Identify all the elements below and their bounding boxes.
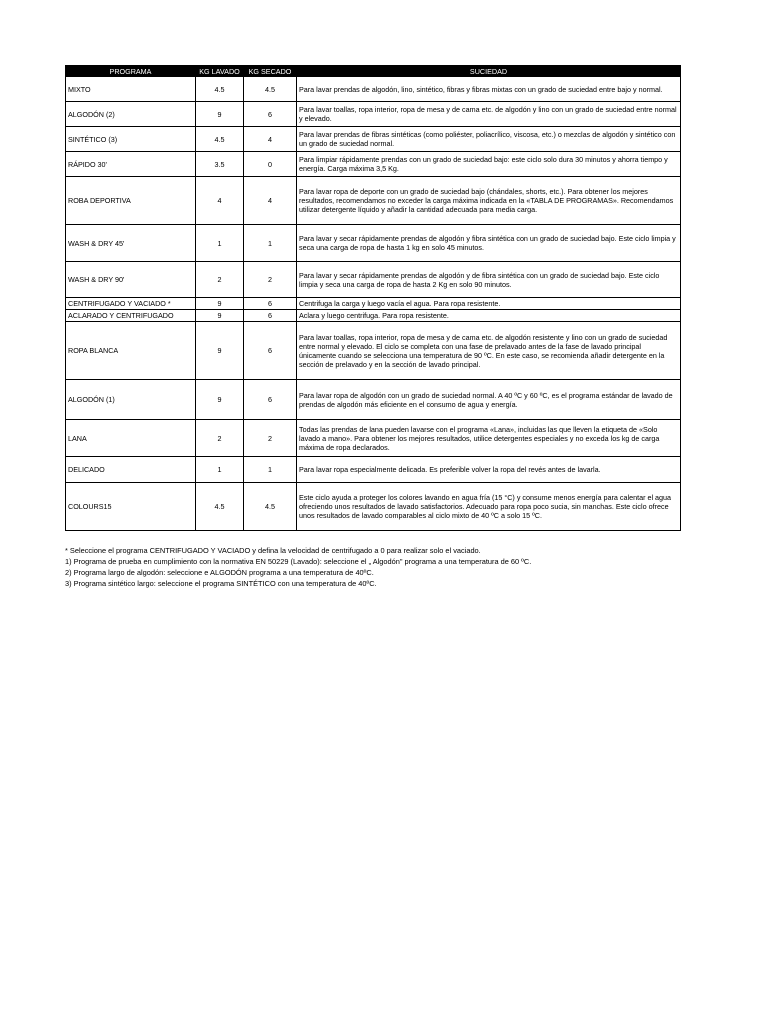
cell-kg-lavado: 9 [196, 310, 244, 322]
cell-kg-lavado: 4.5 [196, 483, 244, 531]
table-row [66, 483, 681, 531]
footnote-asterisk: * Seleccione el programa CENTRIFUGADO Y VACIADO y defina la velocidad de centrifugado a 0 para realizar solo el vaciado. [65, 546, 481, 555]
cell-suciedad: Para lavar ropa de deporte con un grado de suciedad bajo (chándales, shorts, etc.). Para obtener los mejores resultados, recomendamos no exceder la carga máxima indicada en la «TABLA DE PROGRAMAS». Recomendamos utilizar detergente líquido y añadir la cantidad adecuada para media carga. [297, 177, 681, 225]
cell-kg-lavado: 9 [196, 322, 244, 380]
header-kg-secado: KG SECADO [244, 66, 297, 77]
cell-kg-secado: 4.5 [244, 77, 297, 102]
footnotes [65, 545, 680, 589]
cell-suciedad: Aclara y luego centrifuga. Para ropa resistente. [297, 310, 681, 322]
cell-kg-secado: 4 [244, 127, 297, 152]
cell-kg-lavado: 1 [196, 225, 244, 262]
cell-programa: WASH & DRY 45' [66, 225, 196, 262]
header-programa: PROGRAMA [66, 66, 196, 77]
table-row [66, 152, 681, 177]
table-row [66, 77, 681, 102]
table-header-row [66, 66, 681, 77]
table-row [66, 420, 681, 457]
footnote-2: 2) Programa largo de algodón: seleccione e ALGODÓN programa a una temperatura de 40ºC. [65, 568, 374, 577]
table-row [66, 225, 681, 262]
cell-kg-secado: 1 [244, 457, 297, 483]
cell-kg-lavado: 3.5 [196, 152, 244, 177]
footnote-1: 1) Programa de prueba en cumplimiento con la normativa EN 50229 (Lavado): seleccione el „ Algodón" programa a una temperatura de 60 ºC. [65, 557, 532, 566]
cell-suciedad: Para lavar prendas de fibras sintéticas (como poliéster, poliacrílico, viscosa, etc.) o mezclas de algodón y sintético con un grado de suciedad normal. [297, 127, 681, 152]
cell-programa: MIXTO [66, 77, 196, 102]
programs-table [65, 65, 681, 531]
cell-suciedad: Para lavar y secar rápidamente prendas de algodón y de fibra sintética con un grado de suciedad bajo. Este ciclo limpia y seca una carga de ropa de hasta 2 Kg en solo 90 minutos. [297, 262, 681, 298]
table-row [66, 127, 681, 152]
table-row [66, 102, 681, 127]
cell-kg-secado: 6 [244, 298, 297, 310]
cell-kg-secado: 6 [244, 322, 297, 380]
document-sheet [65, 65, 680, 589]
header-kg-lavado: KG LAVADO [196, 66, 244, 77]
cell-kg-secado: 6 [244, 102, 297, 127]
cell-kg-secado: 6 [244, 310, 297, 322]
cell-kg-secado: 4.5 [244, 483, 297, 531]
cell-suciedad: Centrifuga la carga y luego vacía el agua. Para ropa resistente. [297, 298, 681, 310]
cell-suciedad: Para lavar ropa de algodón con un grado de suciedad normal. A 40 ºC y 60 ºC, es el programa estándar de lavado de prendas de algodón más eficiente en el consumo de agua y energía. [297, 380, 681, 420]
cell-kg-secado: 1 [244, 225, 297, 262]
cell-kg-secado: 4 [244, 177, 297, 225]
table-row [66, 380, 681, 420]
cell-programa: RÁPIDO 30' [66, 152, 196, 177]
cell-programa: LANA [66, 420, 196, 457]
cell-suciedad: Para lavar prendas de algodón, lino, sintético, fibras y fibras mixtas con un grado de suciedad entre bajo y normal. [297, 77, 681, 102]
cell-suciedad: Para lavar y secar rápidamente prendas de algodón y fibra sintética con un grado de suciedad bajo. Este ciclo limpia y seca una carga de ropa de hasta 1 kg en solo 45 minutos. [297, 225, 681, 262]
cell-kg-lavado: 4.5 [196, 77, 244, 102]
cell-kg-lavado: 4 [196, 177, 244, 225]
cell-programa: ALGODÓN (1) [66, 380, 196, 420]
table-row [66, 310, 681, 322]
footnote-3: 3) Programa sintético largo: seleccione el programa SINTÉTICO con una temperatura de 40ºC. [65, 579, 377, 588]
cell-programa: CENTRIFUGADO Y VACIADO * [66, 298, 196, 310]
cell-programa: DELICADO [66, 457, 196, 483]
cell-kg-lavado: 1 [196, 457, 244, 483]
cell-suciedad: Para lavar toallas, ropa interior, ropa de mesa y de cama etc. de algodón y lino con un grado de suciedad entre normal y elevado. [297, 102, 681, 127]
cell-programa: ALGODÓN (2) [66, 102, 196, 127]
table-row [66, 262, 681, 298]
table-row [66, 457, 681, 483]
cell-kg-secado: 2 [244, 420, 297, 457]
cell-kg-lavado: 4.5 [196, 127, 244, 152]
table-row [66, 177, 681, 225]
cell-kg-lavado: 2 [196, 420, 244, 457]
header-suciedad: SUCIEDAD [297, 66, 681, 77]
cell-programa: SINTÉTICO (3) [66, 127, 196, 152]
cell-kg-lavado: 2 [196, 262, 244, 298]
cell-kg-lavado: 9 [196, 380, 244, 420]
cell-suciedad: Este ciclo ayuda a proteger los colores lavando en agua fría (15 °C) y consume menos energía para calentar el agua ofreciendo unos resultados de lavado satisfactorios. Adecuado para ropa poco sucia, sin manchas. Este ciclo ofrece unos resultados de lavado comparables al ciclo mixto de 40 ºC a solo 15 ºC. [297, 483, 681, 531]
cell-programa: ROBA DEPORTIVA [66, 177, 196, 225]
cell-programa: WASH & DRY 90' [66, 262, 196, 298]
cell-programa: ACLARADO Y CENTRIFUGADO [66, 310, 196, 322]
cell-kg-lavado: 9 [196, 102, 244, 127]
cell-kg-secado: 2 [244, 262, 297, 298]
cell-kg-secado: 0 [244, 152, 297, 177]
cell-suciedad: Para lavar ropa especialmente delicada. Es preferible volver la ropa del revés antes de lavarla. [297, 457, 681, 483]
cell-suciedad: Todas las prendas de lana pueden lavarse con el programa «Lana», incluidas las que lleven la etiqueta de «Solo lavado a mano». Para obtener los mejores resultados, utilice detergentes especiales y no exceda los kg de carga máxima de ropa declarados. [297, 420, 681, 457]
cell-kg-lavado: 9 [196, 298, 244, 310]
table-row [66, 298, 681, 310]
cell-suciedad: Para limpiar rápidamente prendas con un grado de suciedad bajo: este ciclo solo dura 30 minutos y ahorra tiempo y energía. Carga máxima 3,5 Kg. [297, 152, 681, 177]
cell-programa: COLOURS15 [66, 483, 196, 531]
cell-suciedad: Para lavar toallas, ropa interior, ropa de mesa y de cama etc. de algodón resistente y lino con un grado de suciedad entre normal y elevado. El ciclo se completa con una fase de prelavado antes de la fase de lavado principal únicamente cuando se selecciona una temperatura de 90 ºC. En este caso, se recomienda añadir detergente en la sección de prelavado y en la sección de lavado principal. [297, 322, 681, 380]
table-row [66, 322, 681, 380]
cell-kg-secado: 6 [244, 380, 297, 420]
cell-programa: ROPA BLANCA [66, 322, 196, 380]
